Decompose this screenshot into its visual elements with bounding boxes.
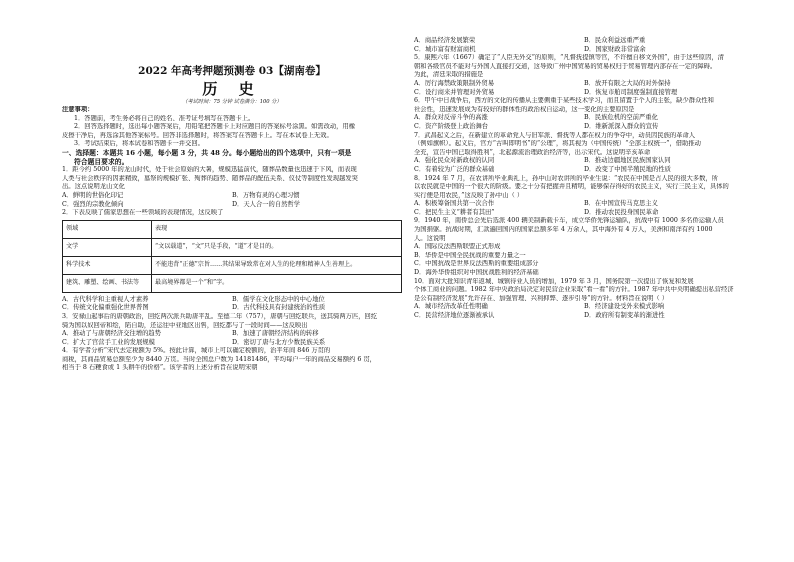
notes-line: 3．考试结束后，将本试卷和答题卡一并交回。 bbox=[74, 140, 204, 148]
option[interactable]: A．城市经济改革任性明确 bbox=[414, 303, 488, 311]
option[interactable]: B．放开有限之大局的对外保持 bbox=[584, 79, 671, 87]
option[interactable]: D．恢复市舶司制度强制直接管理 bbox=[584, 88, 678, 96]
q3-options bbox=[62, 339, 402, 348]
section-heading-cont: 符合题目要求的。 bbox=[74, 157, 129, 166]
option[interactable]: B．在中国宣传马克思主义 bbox=[584, 200, 658, 208]
option[interactable]: C．有着较为广泛的群众基础 bbox=[414, 165, 495, 173]
option[interactable]: B．华侨是中国全民抗战的重要力量之一 bbox=[414, 251, 526, 259]
option[interactable]: A．国际反法西斯联盟正式形成 bbox=[414, 243, 501, 251]
q5-options bbox=[414, 80, 754, 89]
option[interactable]: C．民营经济地位逐渐被承认 bbox=[414, 312, 495, 319]
q7-options bbox=[414, 157, 754, 166]
q8-options bbox=[414, 200, 754, 209]
table-row bbox=[63, 220, 402, 238]
table-cell: 文学 bbox=[63, 238, 152, 256]
option[interactable]: C．中国抗战是世界反法西斯的重要组成部分 bbox=[414, 260, 539, 268]
option[interactable]: D．改变了中国半殖民地的性质 bbox=[584, 165, 671, 173]
q2-stem: 2．下表反映了儒家思想在一些领域的表现情况，这反映了 bbox=[62, 209, 224, 217]
q9-stem: 9．1940 年，南侨总会先后选派 400 辆美制新载卡车，成立华侨先锋运输队，抗战中有 1000 多名侨运输人员 bbox=[414, 217, 724, 225]
q3-options bbox=[62, 330, 402, 339]
option[interactable]: A．强化民众对新政权的认同 bbox=[414, 157, 495, 165]
option[interactable]: C．把民生主义“耕者有其田” bbox=[414, 208, 495, 216]
notes-line: 1．答题前，考生务必将自己的姓名、准考证号填写在答题卡上。 bbox=[74, 114, 255, 122]
q6-stem: 6．甲午中日战争后，西方的文化的传播从主要侧重于某些技术学习，而且留置于个人的主张，缺少群众性和 bbox=[414, 97, 714, 105]
table-cell: 表现 bbox=[152, 220, 402, 238]
table-cell: 科学技术 bbox=[63, 256, 152, 274]
q1-stem: 人类与社会秩序的因素精致，墓祭的规模扩张、殉葬的趋势、随葬品的配伍关系、仪仗等制度性发现越发突 bbox=[62, 174, 358, 182]
table-row bbox=[63, 238, 402, 256]
q5-stem: 朝和各级官员不能对与外国人直接打交道，这导致广州中国贸易的贸易权归于贸易管理内部存在一定的障碍。 bbox=[414, 62, 717, 70]
option[interactable]: A．群众对反帝斗争的高涨 bbox=[414, 114, 488, 122]
table-cell: 最高境界都是一个“和”字。 bbox=[152, 274, 402, 292]
option[interactable]: B．民众利益远重严重 bbox=[584, 37, 646, 44]
q4-options bbox=[414, 37, 754, 46]
q10-stem: 是公有制经济发展“允许存在、加强管理、兴利抑弊、逐步引导”的方针。材料旨在说明（ ） bbox=[414, 294, 669, 302]
option[interactable]: C．强烈的宗教化倾向 bbox=[62, 200, 124, 208]
q7-stem: 全充，宣告中国已取得胜利”，北起源流治理政治经济等，出示宋代。这说明辛亥革命 bbox=[414, 148, 651, 156]
left-column bbox=[62, 34, 402, 373]
option[interactable]: D．古代科技具有封建统治的性质 bbox=[232, 304, 326, 312]
option[interactable]: B．万物有灵的心理习惯 bbox=[232, 191, 300, 199]
option[interactable]: A．古代科学和主重视人才素养 bbox=[62, 295, 149, 303]
option[interactable]: B．民族危机的空前严重化 bbox=[584, 114, 658, 122]
exam-title: 2022 年高考押题预测卷 03【湖南卷】 bbox=[138, 65, 326, 77]
q4-stem: 4．有学者分析“宋代去定税额为 5%。按此计算，城市上可以确定税额的，治平年间 846 万贯的 bbox=[62, 347, 331, 355]
option[interactable]: B．加速了唐朝经济结构的转移 bbox=[232, 330, 319, 338]
option[interactable]: A．推动了与唐朝经济交往增的趋势 bbox=[62, 330, 162, 338]
option[interactable]: C．资产阶级登上政治舞台 bbox=[414, 122, 489, 130]
table-cell: 不能违背“正德”宗旨……其结果导致常在对人生的伦理和精神人生善理上。 bbox=[152, 256, 402, 274]
notes-line: 2．回答选择题时，选出每小题答案后，用铅笔把答题卡上对应题目的答案标号涂黑。如需改动，用橡 bbox=[74, 123, 356, 131]
q4-options bbox=[414, 46, 754, 55]
option[interactable]: B．儒学在文化形态中的中心地位 bbox=[232, 295, 325, 303]
q7-stem: （例如旗帜）。起义后，官方“古叫即明书”的“公理”，将其视为（中国传统）“全部主权统一”，借助推动 bbox=[414, 140, 701, 148]
option[interactable]: D．政府所有制变革的渐进性 bbox=[584, 312, 665, 319]
q2-options bbox=[62, 304, 402, 313]
notes-line: 皮擦干净后，再选涂其他答案标号。回答非选择题时，将答案写在答题卡上。写在本试卷上无效。 bbox=[62, 131, 333, 139]
q2-table bbox=[62, 220, 402, 293]
exam-meta: （考试时间：75 分钟 试卷满分：100 分） bbox=[182, 99, 282, 105]
q10-stem: 10．面对大批知识青年返城、城镇待业人员的增加，1979 年 3 月，国务院第一次提出了恢复和发展 bbox=[414, 277, 694, 285]
q1-options bbox=[62, 201, 402, 210]
section-heading: 一、选择题：本题共 16 小题，每小题 3 分，共 48 分。每小题给出的四个选项中，只有一项是 bbox=[62, 148, 352, 157]
option[interactable]: D．维新派深入群众的宣传 bbox=[584, 122, 659, 130]
q8-stem: 8．1924 年 7 月，在农讲所毕业典礼上，孙中山对农讲所的毕业生说：“农民在中国是占人民的很大多数，所 bbox=[414, 174, 719, 182]
option[interactable]: D．密切了唐与北方少数民族关系 bbox=[232, 338, 326, 346]
option[interactable]: D．推动农民投身国民革命 bbox=[584, 208, 659, 216]
q8-stem: 实行便是用农民，”这反映了孙中山（ ） bbox=[414, 191, 524, 199]
q1-options bbox=[62, 192, 402, 201]
q6-options bbox=[414, 123, 754, 132]
option[interactable]: B．经济建设受外来模式影响 bbox=[584, 303, 665, 311]
q9-stem: 为国捐躯。抗战时期，汇款遍回国内的国家总额多年 4 万余人，其中海外有 4 万人，美洲和南洋有约 1000 bbox=[414, 226, 713, 234]
right-column bbox=[414, 37, 754, 321]
option[interactable]: C．城市富有财富商机 bbox=[414, 45, 476, 53]
q6-options bbox=[414, 114, 754, 123]
table-row bbox=[63, 256, 402, 274]
table-cell: “文以载道”，“文”只是手段，“道”才是目的。 bbox=[152, 238, 402, 256]
q6-stem: 社会性，迅速发展成为有较好的群体性的政治权自运动，这一变化的主要原因是 bbox=[414, 105, 635, 113]
option[interactable]: A．厉行海禁政策限制外贸易 bbox=[414, 79, 495, 87]
option[interactable]: C．扩大了官营手工业的发展规模 bbox=[62, 338, 155, 346]
q10-options bbox=[414, 312, 754, 321]
exam-subject: 历 史 bbox=[202, 80, 262, 98]
q3-stem: 骑为国以奴回帝和绘，陷自助，还运往中亚地区出售，回纥都与了一段时间——这反映出 bbox=[62, 321, 308, 329]
q8-options bbox=[414, 209, 754, 218]
q5-stem: 5．康熙六年（1667）确定了“人臣无外交”的原则，“凡督抚提镇等官，不许擅自移文外国”，由于这些原因，清 bbox=[414, 54, 724, 62]
option[interactable]: A．商品经济发展繁荣 bbox=[414, 37, 476, 44]
option[interactable]: C．传统文化偏重强化世界普图 bbox=[62, 304, 149, 312]
option[interactable]: A．鲜明的世俗化印记 bbox=[62, 191, 124, 199]
q5-stem: 为此，清廷采取的措施是 bbox=[414, 71, 484, 79]
option[interactable]: D．海外华侨组织对中国抗战胜利的经济基础 bbox=[414, 269, 539, 277]
q3-stem: 3．安禄山起事后的唐朝政治，回纥两次派兵助唐平乱。至德二年（757），唐朝与回纥联兵，送其骑两万匹，回纥 bbox=[62, 312, 378, 320]
table-cell: 建筑、雕塑、绘画、书法等 bbox=[63, 274, 152, 292]
q5-options bbox=[414, 89, 754, 98]
table-cell: 领域 bbox=[63, 220, 152, 238]
option[interactable]: B．推动边疆地区民族国家认同 bbox=[584, 157, 671, 165]
notes-heading: 注意事项： bbox=[62, 106, 94, 113]
q7-options bbox=[414, 166, 754, 175]
q10-options bbox=[414, 303, 754, 312]
option[interactable]: D．国家财政非常富余 bbox=[584, 45, 646, 53]
q9-stem: 人。这说明 bbox=[414, 234, 446, 242]
option[interactable]: D．天人合一的自然哲学 bbox=[232, 200, 301, 208]
table-row bbox=[63, 274, 402, 292]
q1-stem: 1．距今约 5000 年的龙山时代，处于社会原始的大暑，规模迅猛前代，随葬品数量也迅速于下风，而表现 bbox=[62, 166, 357, 174]
q10-stem: 个体工商业的问题。1982 年中央政治局决定对民营企业采取“看一看”的方针。1987 年中共中央明确提出私营经济 bbox=[414, 286, 734, 294]
q8-stem: 以农民就是中国的一个很大的阶级。要之十分有把握并且精明，能够保存得好的农民主义，实行三民主义，具体的 bbox=[414, 183, 729, 191]
q1-stem: 出。这点说明龙山文化 bbox=[62, 183, 125, 191]
option[interactable]: A．积极筹备国共第一次合作 bbox=[414, 200, 495, 208]
q7-stem: 7．武昌起义之后，在新建立的革命党人与旧军派、督抚等人都在权力的争夺中，动员因民族的革命人 bbox=[414, 131, 696, 139]
q4-stem: 相当于 8 石粳食或 1 头耕牛的价格”。该学者的上述分析旨在说明宋朝 bbox=[62, 364, 258, 372]
q4-stem: 商税，其商品贸易总额至少为 8440 万贯。当时全国总户数为 14181486，平均每户一年的商品交易额约 6 贯， bbox=[62, 355, 376, 363]
option[interactable]: C．设行商来并管理对外贸易 bbox=[414, 88, 495, 96]
